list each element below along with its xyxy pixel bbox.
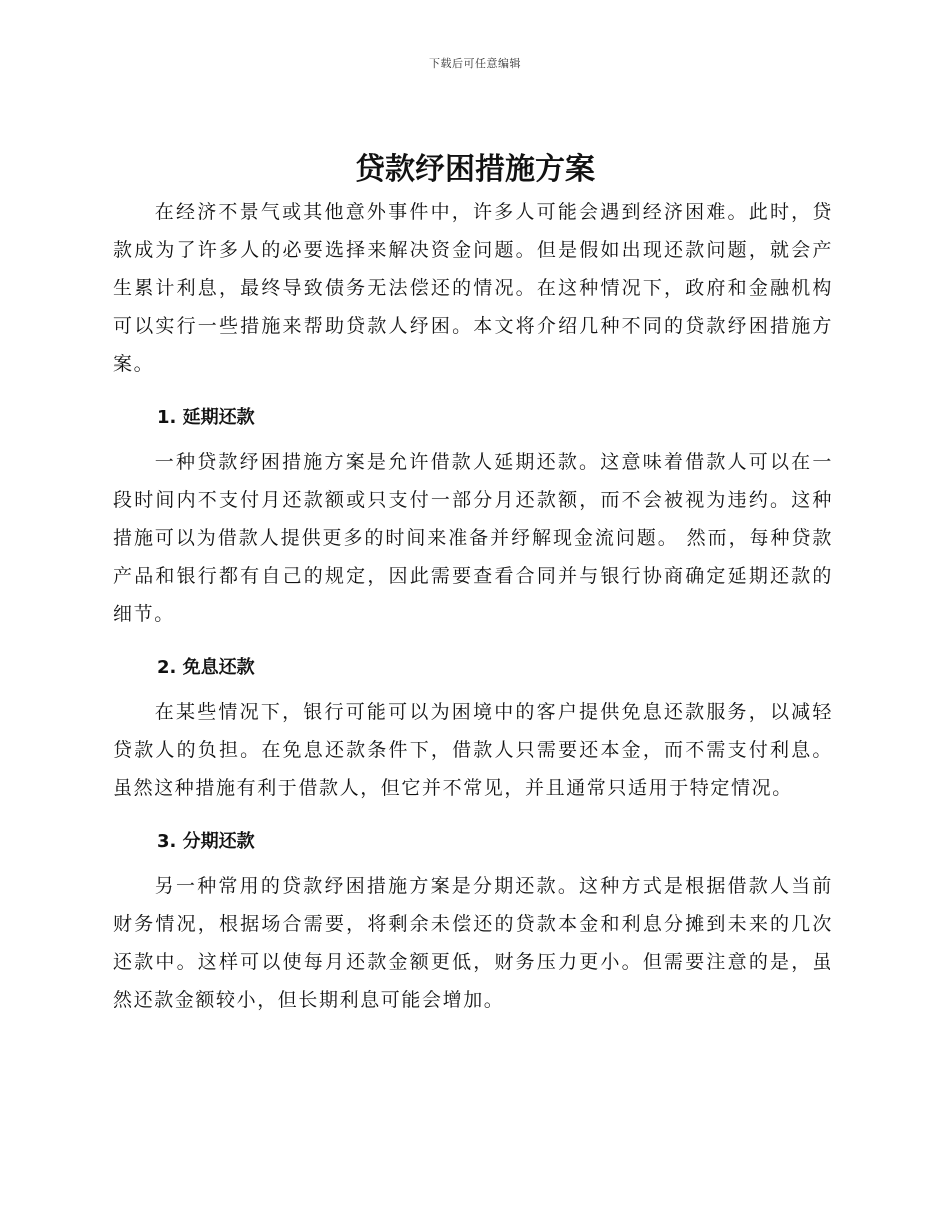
page-header-note: 下载后可任意编辑 <box>429 57 521 70</box>
section-paragraph-interest-free-repayment: 在某些情况下，银行可能可以为困境中的客户提供免息还款服务，以减轻贷款人的负担。在免息还款条件下，借款人只需要还本金，而不需支付利息。虽然这种措施有利于借款人，但它并不常见，并且通常只适用于特定情况。 <box>113 701 833 799</box>
section-paragraph-installment-repayment: 另一种常用的贷款纾困措施方案是分期还款。这种方式是根据借款人当前财务情况，根据场合需要，将剩余未偿还的贷款本金和利息分摊到未来的几次还款中。这样可以使每月还款金额更低，财务压力更小。但需要注意的是，虽然还款金额较小，但长期利息可能会增加。 <box>113 875 833 1011</box>
section-heading-deferred-repayment: 1. 延期还款 <box>157 407 255 428</box>
section-heading-installment-repayment: 3. 分期还款 <box>157 831 255 852</box>
intro-paragraph: 在经济不景气或其他意外事件中，许多人可能会遇到经济困难。此时，贷款成为了许多人的必要选择来解决资金问题。但是假如出现还款问题，就会产生累计利息，最终导致债务无法偿还的情况。在这种情况下，政府和金融机构可以实行一些措施来帮助贷款人纾困。本文将介绍几种不同的贷款纾困措施方案。 <box>113 201 833 375</box>
document-title: 贷款纾困措施方案 <box>355 152 595 187</box>
document-body <box>113 193 833 1019</box>
section-paragraph-deferred-repayment: 一种贷款纾困措施方案是允许借款人延期还款。这意味着借款人可以在一段时间内不支付月还款额或只支付一部分月还款额，而不会被视为违约。这种措施可以为借款人提供更多的时间来准备并纾解现金流问题。 然而，每种贷款产品和银行都有自己的规定，因此需要查看合同并与银行协商确定延期还款的细节。 <box>113 451 833 625</box>
section-heading-interest-free-repayment: 2. 免息还款 <box>157 657 255 678</box>
